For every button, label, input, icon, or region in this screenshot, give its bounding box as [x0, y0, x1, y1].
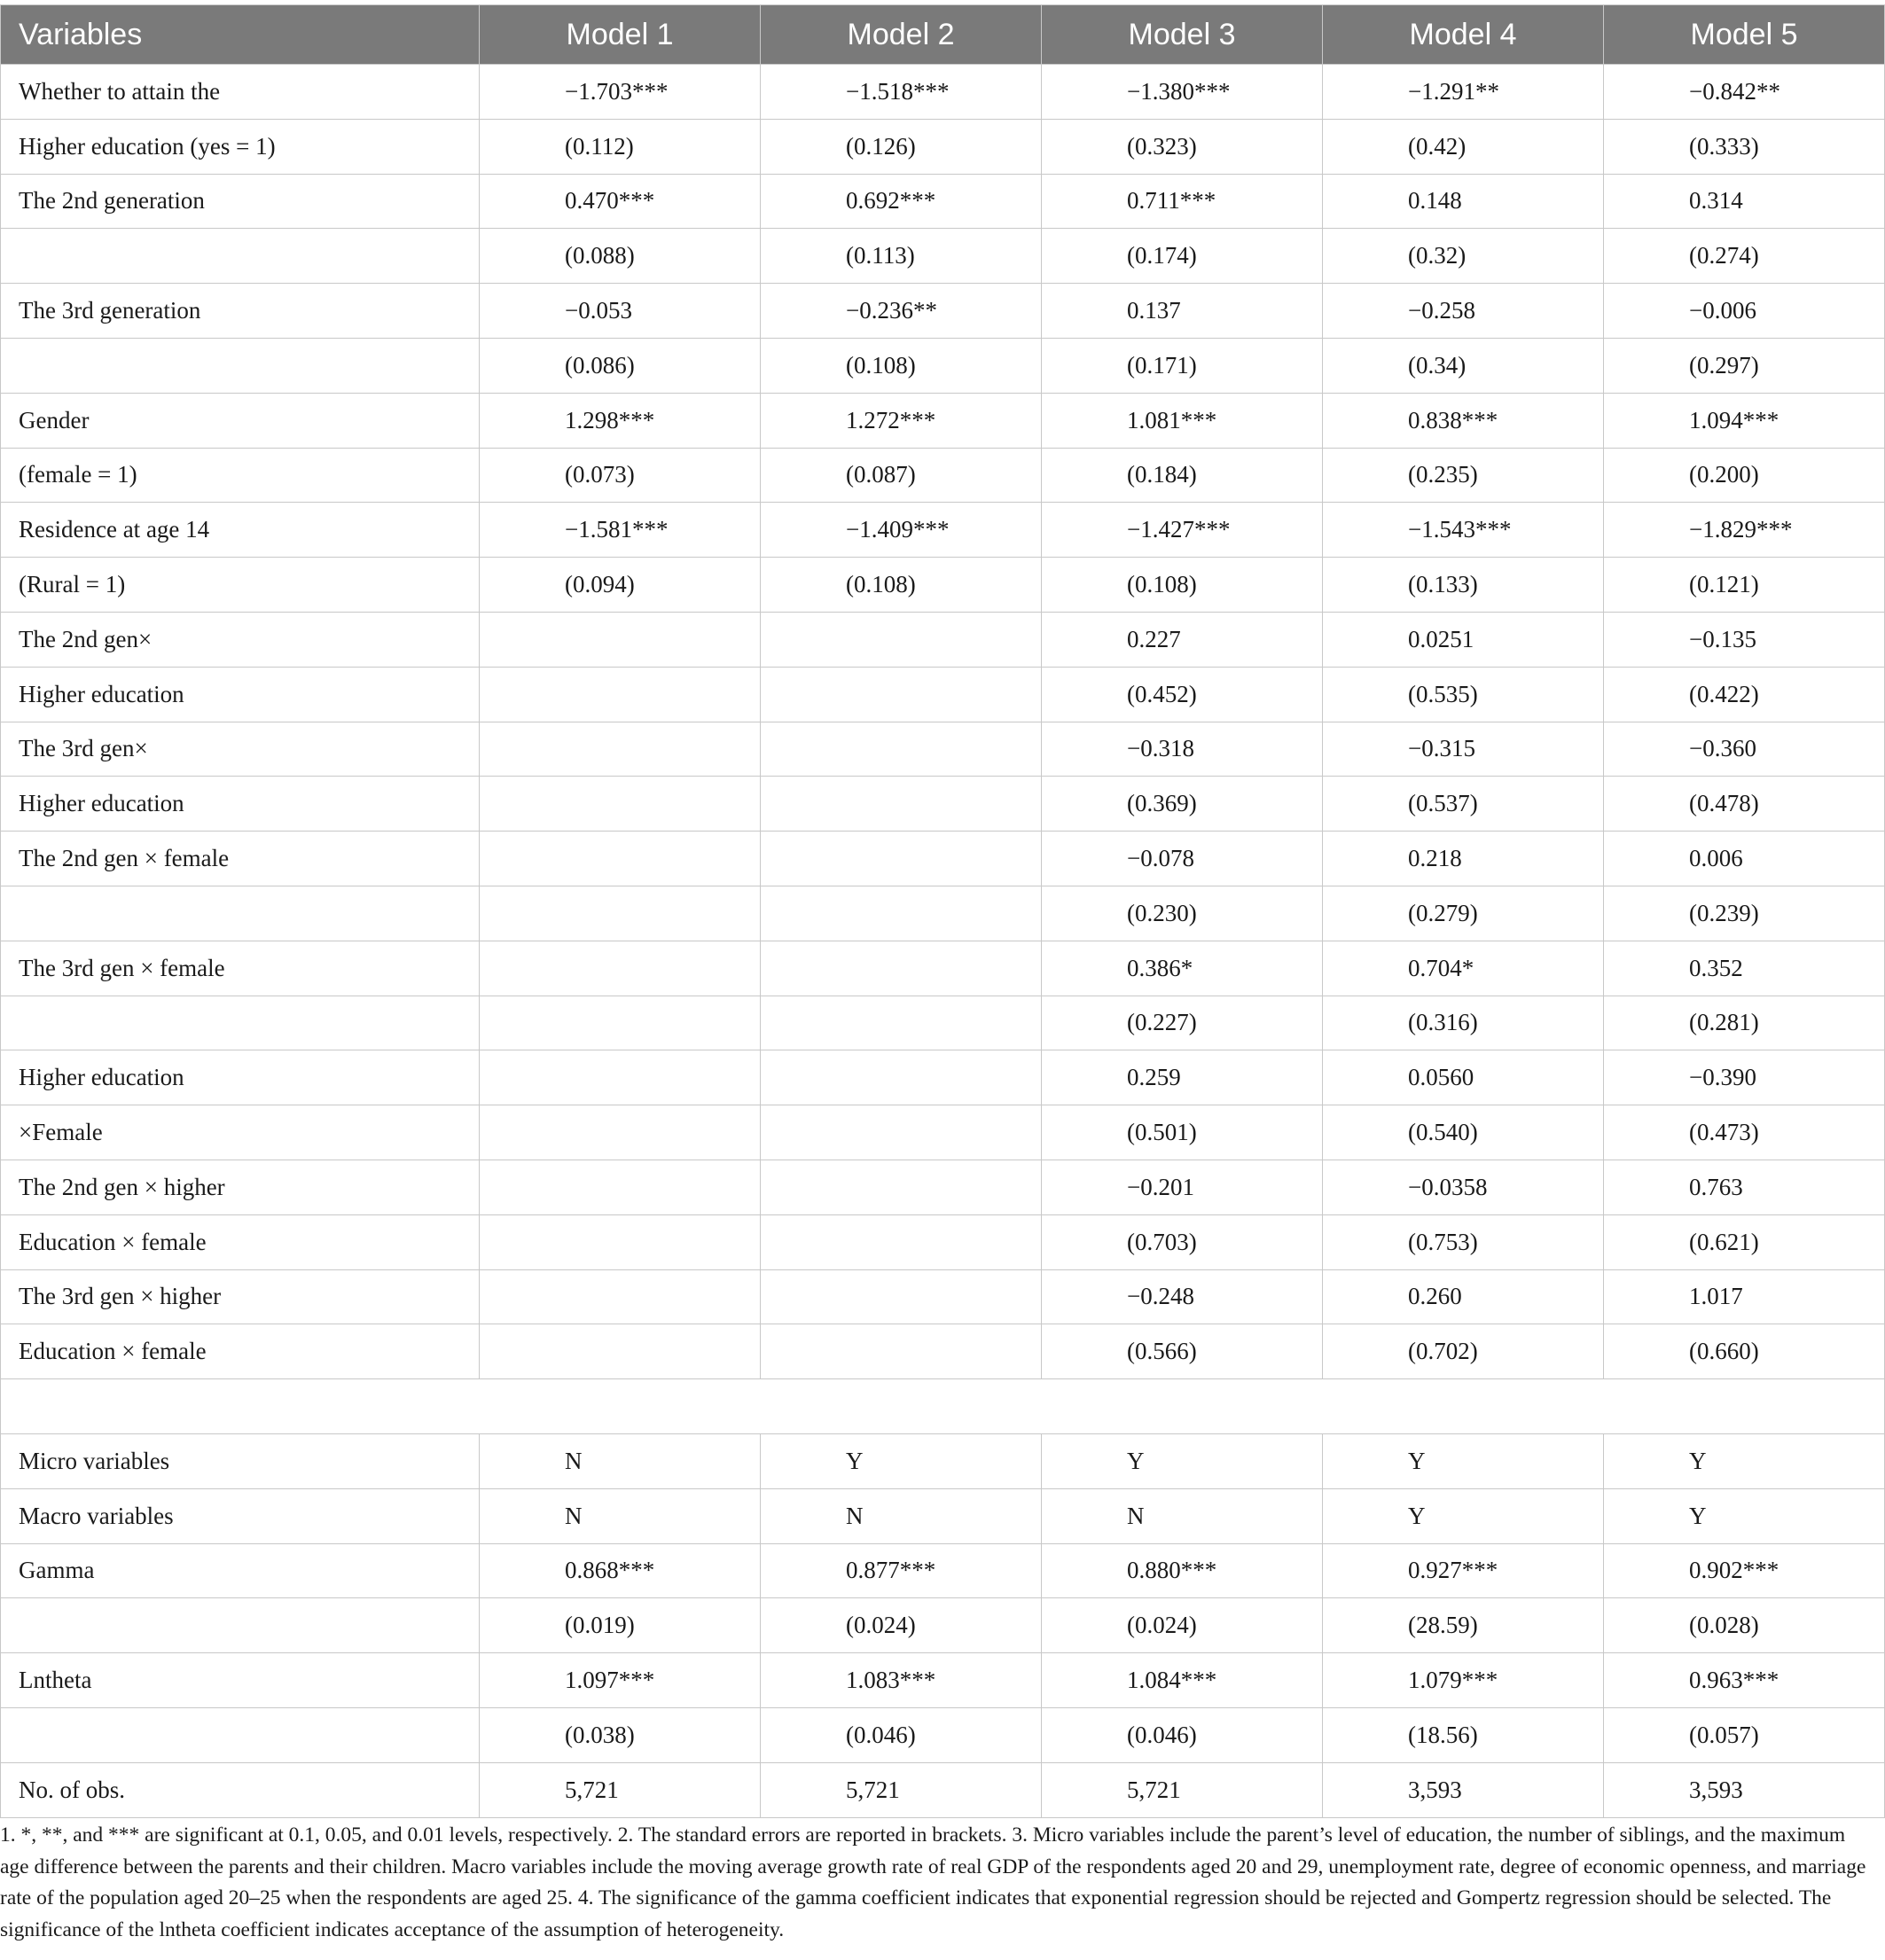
model-5-cell: 1.094*** — [1604, 393, 1885, 448]
model-4-cell: 1.079*** — [1323, 1653, 1604, 1708]
spacer-cell — [1, 1379, 1885, 1434]
model-5-cell: (0.297) — [1604, 338, 1885, 393]
model-2-cell: 0.692*** — [761, 174, 1042, 229]
table-row — [1, 722, 1885, 777]
model-3-cell: N — [1042, 1488, 1323, 1543]
model-3-cell: (0.566) — [1042, 1324, 1323, 1379]
header-model-1: Model 1 — [480, 5, 761, 65]
model-4-cell: Y — [1323, 1433, 1604, 1488]
model-1-cell: N — [480, 1488, 761, 1543]
table-row — [1, 174, 1885, 229]
model-1-cell — [480, 1160, 761, 1214]
table-row — [1, 503, 1885, 558]
model-3-cell: (0.323) — [1042, 119, 1323, 174]
table-row — [1, 393, 1885, 448]
variable-cell: Higher education (yes = 1) — [1, 119, 480, 174]
model-4-cell: 0.927*** — [1323, 1543, 1604, 1598]
model-1-cell: (0.073) — [480, 448, 761, 503]
model-5-cell: (0.333) — [1604, 119, 1885, 174]
model-1-cell — [480, 1269, 761, 1324]
model-3-cell: (0.227) — [1042, 996, 1323, 1050]
table-row — [1, 119, 1885, 174]
model-4-cell: (0.540) — [1323, 1105, 1604, 1160]
model-3-cell: −0.201 — [1042, 1160, 1323, 1214]
model-3-cell: (0.369) — [1042, 777, 1323, 832]
model-3-cell: −0.318 — [1042, 722, 1323, 777]
variable-cell: (female = 1) — [1, 448, 480, 503]
model-3-cell: (0.174) — [1042, 229, 1323, 284]
model-4-cell: (0.535) — [1323, 667, 1604, 722]
table-row — [1, 1598, 1885, 1653]
model-2-cell — [761, 1269, 1042, 1324]
model-3-cell: (0.171) — [1042, 338, 1323, 393]
model-5-cell: 0.902*** — [1604, 1543, 1885, 1598]
header-variables: Variables — [1, 5, 480, 65]
variable-cell: Gamma — [1, 1543, 480, 1598]
variable-cell: Higher education — [1, 1050, 480, 1105]
model-2-cell — [761, 1214, 1042, 1269]
model-2-cell — [761, 832, 1042, 886]
variable-cell: The 2nd gen × higher — [1, 1160, 480, 1214]
table-row — [1, 886, 1885, 941]
variable-cell: Higher education — [1, 667, 480, 722]
table-row — [1, 1105, 1885, 1160]
variable-cell: Macro variables — [1, 1488, 480, 1543]
model-4-cell: (0.42) — [1323, 119, 1604, 174]
model-1-cell: 0.470*** — [480, 174, 761, 229]
header-row — [1, 5, 1885, 65]
model-1-cell — [480, 1324, 761, 1379]
model-5-cell: (0.121) — [1604, 558, 1885, 613]
variable-cell — [1, 1598, 480, 1653]
variable-cell: Lntheta — [1, 1653, 480, 1708]
model-5-cell: 0.763 — [1604, 1160, 1885, 1214]
model-4-cell: (0.235) — [1323, 448, 1604, 503]
model-5-cell: 1.017 — [1604, 1269, 1885, 1324]
model-2-cell — [761, 941, 1042, 996]
model-3-cell: (0.452) — [1042, 667, 1323, 722]
variable-cell — [1, 996, 480, 1050]
model-3-cell: −1.427*** — [1042, 503, 1323, 558]
model-1-cell: 1.097*** — [480, 1653, 761, 1708]
variable-cell: Education × female — [1, 1214, 480, 1269]
model-2-cell: (0.046) — [761, 1707, 1042, 1762]
model-4-cell: 0.0251 — [1323, 612, 1604, 667]
model-5-cell: −0.842** — [1604, 65, 1885, 120]
table-row — [1, 65, 1885, 120]
model-4-cell: Y — [1323, 1488, 1604, 1543]
model-1-cell — [480, 1105, 761, 1160]
model-5-cell: 0.314 — [1604, 174, 1885, 229]
model-1-cell — [480, 667, 761, 722]
variable-cell: Gender — [1, 393, 480, 448]
model-1-cell: −1.703*** — [480, 65, 761, 120]
model-2-cell: 1.083*** — [761, 1653, 1042, 1708]
model-2-cell — [761, 1105, 1042, 1160]
model-4-cell: (0.279) — [1323, 886, 1604, 941]
model-2-cell: (0.087) — [761, 448, 1042, 503]
model-2-cell — [761, 612, 1042, 667]
table-row — [1, 1324, 1885, 1379]
model-2-cell: 0.877*** — [761, 1543, 1042, 1598]
model-3-cell: (0.108) — [1042, 558, 1323, 613]
model-5-cell: Y — [1604, 1433, 1885, 1488]
model-3-cell: 0.259 — [1042, 1050, 1323, 1105]
model-2-cell: Y — [761, 1433, 1042, 1488]
model-1-cell: 0.868*** — [480, 1543, 761, 1598]
model-4-cell: 0.0560 — [1323, 1050, 1604, 1105]
model-3-cell: (0.184) — [1042, 448, 1323, 503]
variable-cell — [1, 1707, 480, 1762]
variable-cell — [1, 229, 480, 284]
model-5-cell: 3,593 — [1604, 1762, 1885, 1817]
table-row — [1, 1160, 1885, 1214]
variable-cell: The 3rd gen × female — [1, 941, 480, 996]
model-4-cell: (18.56) — [1323, 1707, 1604, 1762]
model-1-cell — [480, 1050, 761, 1105]
table-row — [1, 941, 1885, 996]
table-row — [1, 1050, 1885, 1105]
model-5-cell: (0.281) — [1604, 996, 1885, 1050]
model-3-cell: 0.137 — [1042, 284, 1323, 339]
variable-cell: Education × female — [1, 1324, 480, 1379]
table-row — [1, 777, 1885, 832]
model-2-cell: −0.236** — [761, 284, 1042, 339]
model-4-cell: (28.59) — [1323, 1598, 1604, 1653]
model-3-cell: 1.081*** — [1042, 393, 1323, 448]
model-5-cell: (0.274) — [1604, 229, 1885, 284]
table-row — [1, 832, 1885, 886]
model-2-cell: 1.272*** — [761, 393, 1042, 448]
table-body — [1, 65, 1885, 1818]
model-2-cell: (0.108) — [761, 338, 1042, 393]
model-2-cell: 5,721 — [761, 1762, 1042, 1817]
model-5-cell: −0.390 — [1604, 1050, 1885, 1105]
model-5-cell: (0.478) — [1604, 777, 1885, 832]
model-5-cell: (0.028) — [1604, 1598, 1885, 1653]
model-1-cell: −0.053 — [480, 284, 761, 339]
table-row — [1, 1433, 1885, 1488]
model-1-cell — [480, 832, 761, 886]
model-5-cell: (0.422) — [1604, 667, 1885, 722]
variable-cell — [1, 338, 480, 393]
model-4-cell: (0.753) — [1323, 1214, 1604, 1269]
model-2-cell: (0.126) — [761, 119, 1042, 174]
model-3-cell: 0.880*** — [1042, 1543, 1323, 1598]
model-1-cell: (0.094) — [480, 558, 761, 613]
model-5-cell: −1.829*** — [1604, 503, 1885, 558]
model-5-cell: (0.473) — [1604, 1105, 1885, 1160]
table-row — [1, 284, 1885, 339]
model-3-cell: 0.227 — [1042, 612, 1323, 667]
header-model-4: Model 4 — [1323, 5, 1604, 65]
model-5-cell: −0.360 — [1604, 722, 1885, 777]
table-row — [1, 612, 1885, 667]
model-2-cell — [761, 722, 1042, 777]
model-3-cell: Y — [1042, 1433, 1323, 1488]
model-3-cell: −1.380*** — [1042, 65, 1323, 120]
model-3-cell: −0.248 — [1042, 1269, 1323, 1324]
model-4-cell: (0.32) — [1323, 229, 1604, 284]
model-1-cell: N — [480, 1433, 761, 1488]
table-row — [1, 1653, 1885, 1708]
table-row — [1, 1269, 1885, 1324]
table-header — [1, 5, 1885, 65]
variable-cell: The 3rd gen × higher — [1, 1269, 480, 1324]
variable-cell — [1, 886, 480, 941]
model-5-cell: Y — [1604, 1488, 1885, 1543]
model-5-cell: −0.006 — [1604, 284, 1885, 339]
table-row — [1, 1543, 1885, 1598]
model-1-cell — [480, 996, 761, 1050]
model-1-cell — [480, 1214, 761, 1269]
model-4-cell: 0.260 — [1323, 1269, 1604, 1324]
model-2-cell: −1.409*** — [761, 503, 1042, 558]
model-1-cell — [480, 722, 761, 777]
model-4-cell: 0.838*** — [1323, 393, 1604, 448]
model-4-cell: −0.0358 — [1323, 1160, 1604, 1214]
model-2-cell — [761, 886, 1042, 941]
model-2-cell — [761, 1050, 1042, 1105]
model-4-cell: −1.291** — [1323, 65, 1604, 120]
model-5-cell: 0.963*** — [1604, 1653, 1885, 1708]
model-3-cell: 5,721 — [1042, 1762, 1323, 1817]
model-3-cell: −0.078 — [1042, 832, 1323, 886]
variable-cell: ×Female — [1, 1105, 480, 1160]
model-5-cell: (0.660) — [1604, 1324, 1885, 1379]
model-3-cell: (0.501) — [1042, 1105, 1323, 1160]
model-3-cell: 0.386* — [1042, 941, 1323, 996]
model-1-cell: 1.298*** — [480, 393, 761, 448]
model-1-cell — [480, 612, 761, 667]
variable-cell: Higher education — [1, 777, 480, 832]
variable-cell: The 3rd generation — [1, 284, 480, 339]
model-4-cell: (0.702) — [1323, 1324, 1604, 1379]
model-3-cell: (0.046) — [1042, 1707, 1323, 1762]
model-4-cell: 0.704* — [1323, 941, 1604, 996]
model-1-cell: 5,721 — [480, 1762, 761, 1817]
model-3-cell: 1.084*** — [1042, 1653, 1323, 1708]
model-4-cell: (0.133) — [1323, 558, 1604, 613]
header-model-5: Model 5 — [1604, 5, 1885, 65]
model-1-cell: (0.038) — [480, 1707, 761, 1762]
model-1-cell: −1.581*** — [480, 503, 761, 558]
header-model-2: Model 2 — [761, 5, 1042, 65]
model-1-cell — [480, 777, 761, 832]
table-row — [1, 1707, 1885, 1762]
model-4-cell: (0.537) — [1323, 777, 1604, 832]
model-4-cell: 0.148 — [1323, 174, 1604, 229]
model-4-cell: −0.258 — [1323, 284, 1604, 339]
table-notes: 1. *, **, and *** are significant at 0.1, 0.05, and 0.01 levels, respectively. 2. The standard errors are reported in brackets. 3. Micro variables include the parent’s level of education, the number of siblings, and the maximum age difference between the parents and their children. Macro variables include the moving average growth rate of real GDP of the respondents aged 20 and 29, unemployment rate, degree of economic openness, and marriage rate of the population aged 20–25 when the respondents are aged 25. 4. The significance of the gamma coefficient indicates that exponential regression should be rejected and Gompertz regression should be selected. The significance of the lntheta coefficient indicates acceptance of the assumption of heterogeneity. — [0, 1823, 1866, 1941]
table-row — [1, 1762, 1885, 1817]
model-4-cell: −0.315 — [1323, 722, 1604, 777]
variable-cell: Micro variables — [1, 1433, 480, 1488]
variable-cell: No. of obs. — [1, 1762, 480, 1817]
model-1-cell: (0.112) — [480, 119, 761, 174]
table-row — [1, 338, 1885, 393]
table-row — [1, 1214, 1885, 1269]
model-2-cell — [761, 1160, 1042, 1214]
model-1-cell — [480, 886, 761, 941]
model-2-cell — [761, 777, 1042, 832]
variable-cell: The 2nd generation — [1, 174, 480, 229]
spacer-row — [1, 1379, 1885, 1434]
model-5-cell: (0.621) — [1604, 1214, 1885, 1269]
model-2-cell: (0.113) — [761, 229, 1042, 284]
model-2-cell: −1.518*** — [761, 65, 1042, 120]
model-4-cell: −1.543*** — [1323, 503, 1604, 558]
model-2-cell — [761, 1324, 1042, 1379]
model-4-cell: 3,593 — [1323, 1762, 1604, 1817]
model-3-cell: 0.711*** — [1042, 174, 1323, 229]
variable-cell: Whether to attain the — [1, 65, 480, 120]
variable-cell: The 2nd gen × female — [1, 832, 480, 886]
model-4-cell: 0.218 — [1323, 832, 1604, 886]
table-row — [1, 448, 1885, 503]
table-row — [1, 996, 1885, 1050]
model-2-cell: (0.024) — [761, 1598, 1042, 1653]
model-2-cell — [761, 996, 1042, 1050]
model-1-cell: (0.019) — [480, 1598, 761, 1653]
table-row — [1, 667, 1885, 722]
variable-cell: The 2nd gen× — [1, 612, 480, 667]
model-3-cell: (0.024) — [1042, 1598, 1323, 1653]
variable-cell: Residence at age 14 — [1, 503, 480, 558]
model-1-cell: (0.088) — [480, 229, 761, 284]
table-row — [1, 558, 1885, 613]
model-5-cell: (0.239) — [1604, 886, 1885, 941]
model-4-cell: (0.316) — [1323, 996, 1604, 1050]
model-1-cell: (0.086) — [480, 338, 761, 393]
model-5-cell: (0.057) — [1604, 1707, 1885, 1762]
model-1-cell — [480, 941, 761, 996]
model-3-cell: (0.230) — [1042, 886, 1323, 941]
model-2-cell — [761, 667, 1042, 722]
model-2-cell: N — [761, 1488, 1042, 1543]
variable-cell: (Rural = 1) — [1, 558, 480, 613]
regression-table — [0, 4, 1885, 1818]
model-4-cell: (0.34) — [1323, 338, 1604, 393]
header-model-3: Model 3 — [1042, 5, 1323, 65]
model-3-cell: (0.703) — [1042, 1214, 1323, 1269]
model-5-cell: 0.352 — [1604, 941, 1885, 996]
model-2-cell: (0.108) — [761, 558, 1042, 613]
table-row — [1, 1488, 1885, 1543]
table-row — [1, 229, 1885, 284]
model-5-cell: −0.135 — [1604, 612, 1885, 667]
variable-cell: The 3rd gen× — [1, 722, 480, 777]
model-5-cell: 0.006 — [1604, 832, 1885, 886]
model-5-cell: (0.200) — [1604, 448, 1885, 503]
